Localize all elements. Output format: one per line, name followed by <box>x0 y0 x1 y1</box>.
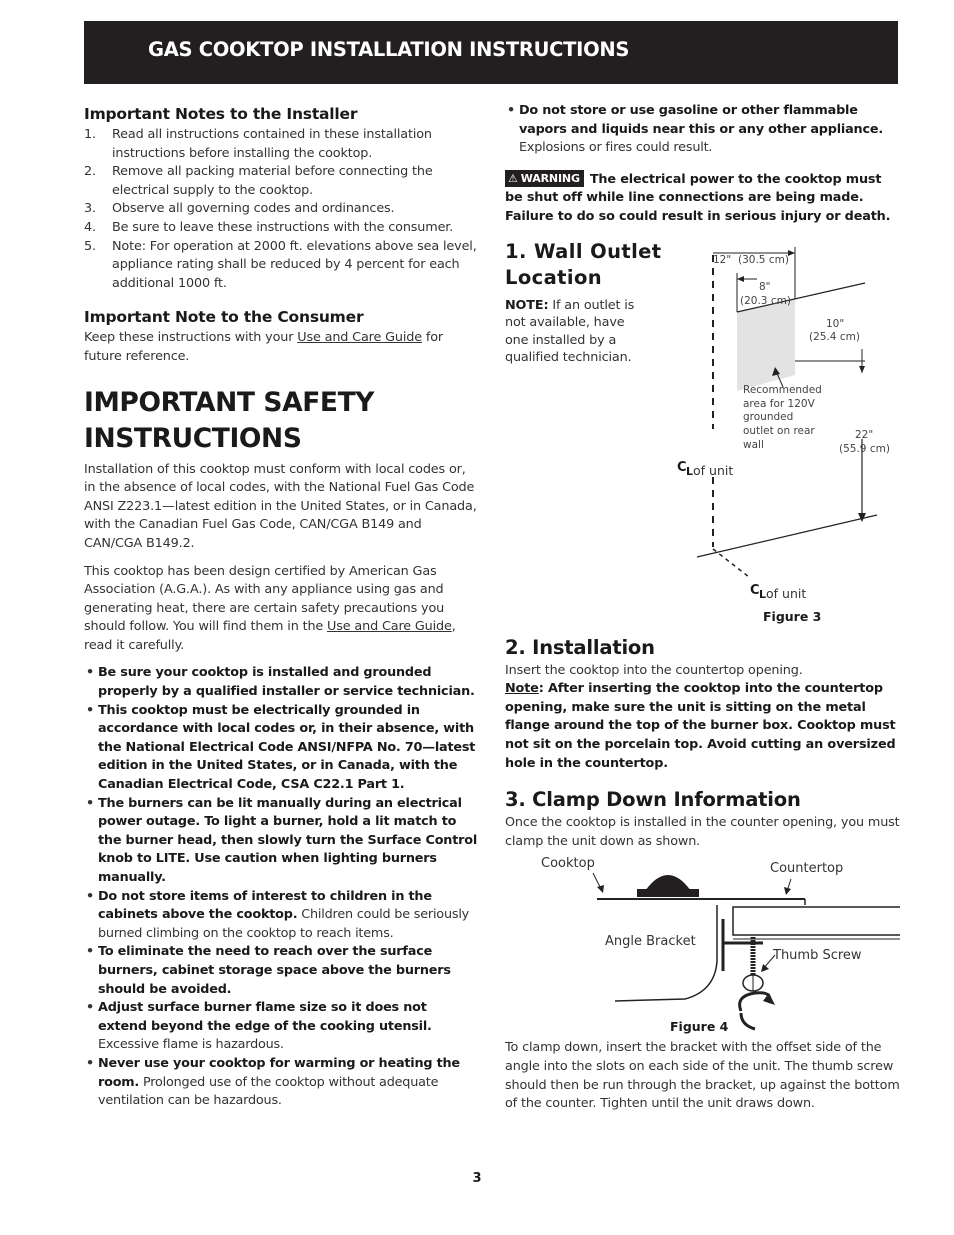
installer-notes-list <box>84 126 477 293</box>
installation-text: Insert the cooktop into the countertop opening. <box>505 662 803 678</box>
thumb-screw-label: Thumb Screw <box>773 948 862 964</box>
rotation-arrow-icon <box>740 993 770 1011</box>
figure-3-diagram <box>505 239 900 629</box>
warning-triangle-icon: ⚠ <box>508 171 518 185</box>
cl-of-unit-label: of unit <box>693 462 734 478</box>
list-item: • Do not store or use gasoline or other flammable vapors and liquids near this or any other appliance. Explosions or fires could result. <box>505 102 900 158</box>
wall-outlet-note: NOTE: If an outlet is not available, have one installed by a qualified technician. <box>505 297 635 366</box>
arrow-icon <box>597 885 604 893</box>
wall-outlet-heading: 1. Wall Outlet Location <box>505 239 662 289</box>
list-item: • Adjust surface burner flame size so it does not extend beyond the edge of the cooking utensil. Excessive flame is hazardous. <box>84 999 477 1055</box>
use-care-guide-link: Use and Care Guide <box>327 619 452 635</box>
dim-22-cm-label: (55.9 cm) <box>839 442 890 455</box>
left-column <box>84 104 477 1111</box>
dim-22-label: 22" <box>855 428 874 441</box>
clamp-text: Once the cooktop is installed in the counter opening, you must clamp the unit down as shown. <box>505 815 900 849</box>
warning-text: ⚠ WARNING The electrical power to the cooktop must be shut off while line connections are being made. Failure to do so could result in serious injury or death. <box>505 171 891 224</box>
list-item: 3. Observe all governing codes and ordinances. <box>84 201 395 217</box>
angle-bracket-label: Angle Bracket <box>605 934 696 950</box>
installation-note: Note: After inserting the cooktop into the countertop opening, make sure the unit is sitting on the metal flange around the top of the burner box. Cooktop must not sit on the porcelain top. Avoid cutting an oversized hole in the countertop. <box>505 681 896 771</box>
safety-para-2: This cooktop has been design certified by American Gas Association (A.G.A.). As with any appliance using gas and generating heat, there are certain safety precautions you should follow. You will find them in the Use and Care Guide, read it carefully. <box>84 563 456 653</box>
list-item: • To eliminate the need to reach over the surface burners, cabinet storage space above the burners should be avoided. <box>84 943 477 999</box>
safety-para-1: Installation of this cooktop must conform with local codes or, in the absence of local codes, with the National Fuel Gas Code ANSI Z223.1—latest edition in the United States, or in Canada, with the Canadian Fuel Gas Code, CAN/CGA B149 and CAN/CGA B149.2. <box>84 461 477 551</box>
installer-notes-heading: Important Notes to the Installer <box>84 105 358 123</box>
dim-8-label: 8" <box>759 280 771 293</box>
rec-label-line: grounded <box>743 410 794 423</box>
consumer-note-text: Keep these instructions with your Use and Care Guide for future reference. <box>84 330 444 364</box>
right-column <box>505 102 900 1114</box>
countertop-label: Countertop <box>770 861 844 877</box>
burner-icon <box>645 875 691 891</box>
figure-4-caption: Figure 4 <box>670 1019 729 1035</box>
arrow-icon <box>761 964 769 972</box>
rec-label-line: Recommended <box>743 383 822 396</box>
countertop-line <box>697 515 877 557</box>
list-item: 5. Note: For operation at 2000 ft. elevations above sea level, appliance rating shall be reduced by 4 percent for each additional 1000 ft. <box>84 238 477 291</box>
list-item: • The burners can be lit manually during an electrical power outage. To light a burner, hold a lit match to the burner head, then slowly turn the Surface Control knob to LITE. Use caution when lighting burners manually. <box>84 795 477 888</box>
list-item: • Never use your cooktop for warming or heating the room. Prolonged use of the cooktop without adequate ventilation can be hazardous. <box>84 1055 477 1111</box>
recommended-outlet-area <box>737 299 795 391</box>
cooktop-label: Cooktop <box>541 856 595 872</box>
safety-bullets-continued <box>505 102 900 158</box>
arrow-icon <box>859 366 865 373</box>
cl-symbol-l: L <box>686 464 694 478</box>
cl-symbol-c: C <box>750 582 760 598</box>
use-care-guide-link: Use and Care Guide <box>297 330 422 346</box>
cl-symbol-l: L <box>759 587 767 601</box>
centerline-diagonal <box>713 549 749 577</box>
unit-body <box>615 905 717 1001</box>
safety-heading: IMPORTANT SAFETY INSTRUCTIONS <box>84 386 375 454</box>
list-item: • Do not store items of interest to children in the cabinets above the cooktop. Children could be seriously burned climbing on the cooktop to reach items. <box>84 888 477 944</box>
list-item: • This cooktop must be electrically grounded in accordance with local codes or, in their absence, with the National Electrical Code ANSI/NFPA No. 70—latest edition in the United States, or in Canada, with the Canadian Electrical Code, CSA C22.1 Part 1. <box>84 702 477 795</box>
rec-label-line: outlet on rear <box>743 424 815 437</box>
safety-bullets <box>84 664 477 1110</box>
dim-12-label: 12" <box>713 253 732 266</box>
figure-3-caption: Figure 3 <box>763 608 822 624</box>
wall-outlet-section <box>505 239 900 629</box>
consumer-note-heading: Important Note to the Consumer <box>84 308 364 327</box>
list-item: 4. Be sure to leave these instructions with the consumer. <box>84 219 454 235</box>
rotation-arrow-icon <box>741 1013 755 1029</box>
figure-4-diagram <box>505 851 900 1057</box>
list-item: 2. Remove all packing material before connecting the electrical supply to the cooktop. <box>84 164 433 198</box>
arrow-icon <box>737 276 744 282</box>
list-item: 1. Read all instructions contained in these installation instructions before installing the cooktop. <box>84 127 432 161</box>
figure-4 <box>505 851 900 1057</box>
page-title: GAS COOKTOP INSTALLATION INSTRUCTIONS <box>148 38 630 61</box>
cl-symbol-c: C <box>677 459 687 475</box>
clamp-after-text: To clamp down, insert the bracket with the offset side of the angle into the slots on each side of the unit. The thumb screw should then be run through the bracket, up against the bottom of the counter. Tighten until the unit draws down. <box>505 1040 900 1112</box>
dim-12-cm-label: (30.5 cm) <box>738 253 789 266</box>
page-number: 3 <box>472 1171 482 1186</box>
rec-label-line: area for 120V <box>743 397 815 410</box>
warning-badge: ⚠ WARNING <box>505 170 584 187</box>
dim-10-label: 10" <box>826 317 845 330</box>
installation-heading: 2. Installation <box>505 635 655 659</box>
arrow-icon <box>788 250 795 256</box>
burner-base <box>637 889 699 897</box>
cl-of-unit-label: of unit <box>766 585 807 601</box>
list-item: • Be sure your cooktop is installed and grounded properly by a qualified installer or service technician. <box>84 664 477 701</box>
arrow-icon <box>784 887 791 895</box>
dim-8-cm-label: (20.3 cm) <box>740 294 791 307</box>
clamp-heading: 3. Clamp Down Information <box>505 788 801 812</box>
rec-label-line: wall <box>743 438 764 451</box>
dim-10-cm-label: (25.4 cm) <box>809 330 860 343</box>
countertop-block <box>733 907 900 935</box>
